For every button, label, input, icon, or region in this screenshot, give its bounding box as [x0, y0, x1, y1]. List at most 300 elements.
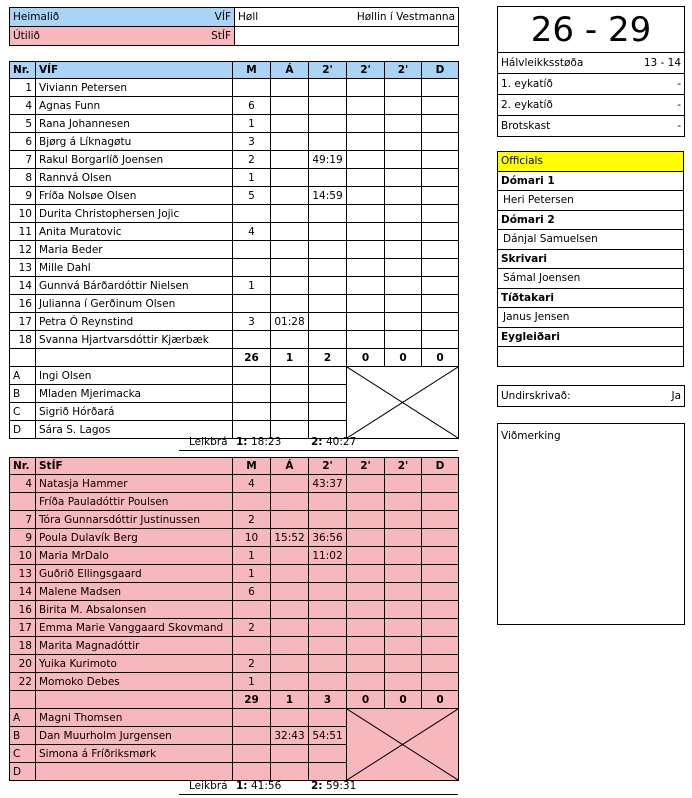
official-letter: D	[10, 763, 36, 781]
player-row	[10, 223, 459, 241]
player-name: Fríða Pauladóttir Poulsen	[36, 493, 233, 511]
player-a	[271, 151, 309, 169]
venue-name: Høllin í Vestmanna	[356, 11, 455, 23]
player-d	[422, 169, 459, 187]
player-m: 2	[233, 511, 271, 529]
player-s2	[347, 223, 385, 241]
player-d	[422, 583, 459, 601]
col-header: Á	[271, 458, 309, 475]
player-s3	[385, 547, 422, 565]
player-a	[271, 277, 309, 295]
player-row	[10, 277, 459, 295]
col-header: 2'	[385, 62, 422, 79]
table-header-row	[10, 458, 459, 475]
player-m: 4	[233, 475, 271, 493]
player-a	[271, 79, 309, 97]
player-s2	[347, 187, 385, 205]
player-s2	[347, 565, 385, 583]
player-name: Birita M. Absalonsen	[36, 601, 233, 619]
crossed-box	[347, 367, 459, 439]
player-s2	[347, 637, 385, 655]
player-a	[271, 331, 309, 349]
player-name: Viviann Petersen	[36, 79, 233, 97]
player-d	[422, 493, 459, 511]
halftime-label: Hálvleikksstøða	[498, 53, 618, 74]
official-s1	[309, 763, 347, 781]
away-players-table	[9, 457, 459, 781]
player-s2	[347, 331, 385, 349]
player-row	[10, 331, 459, 349]
player-name: Marita Magnadóttir	[36, 637, 233, 655]
home-lb2-value: 40:27	[326, 436, 357, 448]
col-header: Á	[271, 62, 309, 79]
totals-blank	[10, 691, 36, 709]
official-m	[233, 403, 271, 421]
col-team-name: StÍF	[36, 458, 233, 475]
player-s2	[347, 529, 385, 547]
player-d	[422, 547, 459, 565]
referee-name-row	[498, 269, 684, 289]
player-s3	[385, 493, 422, 511]
referee-name-row	[498, 308, 684, 328]
player-d	[422, 637, 459, 655]
player-row	[10, 115, 459, 133]
player-m: 6	[233, 97, 271, 115]
player-s2	[347, 655, 385, 673]
ot2-label: 2. eykatíð	[498, 95, 618, 116]
player-number: 10	[10, 205, 36, 223]
player-a	[271, 241, 309, 259]
col-nr: Nr.	[10, 458, 36, 475]
official-letter: C	[10, 403, 36, 421]
player-a	[271, 583, 309, 601]
referee-name: Janus Jensen	[498, 308, 684, 328]
player-s2	[347, 115, 385, 133]
player-d	[422, 241, 459, 259]
official-name: Magni Thomsen	[36, 709, 233, 727]
player-name: Momoko Debes	[36, 673, 233, 691]
player-s1: 36:56	[309, 529, 347, 547]
player-s2	[347, 673, 385, 691]
player-s2	[347, 205, 385, 223]
player-m	[233, 241, 271, 259]
away-label: Útilið	[13, 30, 40, 42]
player-d	[422, 259, 459, 277]
player-a	[271, 637, 309, 655]
player-s1	[309, 313, 347, 331]
halftime-score: 13 - 14	[618, 53, 685, 74]
player-m: 3	[233, 133, 271, 151]
player-s3	[385, 475, 422, 493]
player-s3	[385, 259, 422, 277]
player-a	[271, 97, 309, 115]
player-s1	[309, 565, 347, 583]
away-leikbra-label: Leikbrá	[189, 780, 228, 792]
total-a: 1	[271, 691, 309, 709]
official-a	[271, 709, 309, 727]
referee-name-row	[498, 191, 684, 211]
col-header: D	[422, 62, 459, 79]
player-name: Tóra Gunnarsdóttir Justinussen	[36, 511, 233, 529]
player-a	[271, 619, 309, 637]
referee-name	[498, 347, 684, 367]
player-s1	[309, 97, 347, 115]
player-a	[271, 565, 309, 583]
player-number: 13	[10, 259, 36, 277]
officials-title: Officials	[498, 152, 684, 172]
player-s2	[347, 547, 385, 565]
player-a	[271, 547, 309, 565]
player-s3	[385, 151, 422, 169]
player-name: Bjørg á Líknagøtu	[36, 133, 233, 151]
player-m	[233, 79, 271, 97]
player-name: Yuika Kurimoto	[36, 655, 233, 673]
player-number: 14	[10, 277, 36, 295]
official-name	[36, 763, 233, 781]
player-number: 8	[10, 169, 36, 187]
player-d	[422, 97, 459, 115]
player-s1	[309, 205, 347, 223]
score-box	[497, 6, 685, 137]
player-name: Guðrið Ellingsgaard	[36, 565, 233, 583]
official-a	[271, 745, 309, 763]
crossed-box	[347, 709, 459, 781]
player-number: 20	[10, 655, 36, 673]
player-s1	[309, 277, 347, 295]
referee-role-row	[498, 210, 684, 230]
referee-name: Heri Petersen	[498, 191, 684, 211]
referee-role: Dómari 2	[498, 210, 684, 230]
player-m	[233, 493, 271, 511]
referee-name: Sámal Joensen	[498, 269, 684, 289]
player-m: 6	[233, 583, 271, 601]
player-m: 10	[233, 529, 271, 547]
total-m: 29	[233, 691, 271, 709]
totals-blank	[36, 349, 233, 367]
player-row	[10, 655, 459, 673]
player-number: 16	[10, 295, 36, 313]
player-s1	[309, 637, 347, 655]
col-header: 2'	[347, 458, 385, 475]
player-s1	[309, 259, 347, 277]
player-name: Emma Marie Vanggaard Skovmand	[36, 619, 233, 637]
player-d	[422, 115, 459, 133]
player-number: 4	[10, 475, 36, 493]
ot1-label: 1. eykatíð	[498, 74, 618, 95]
shootout-score: -	[618, 116, 685, 137]
player-s2	[347, 97, 385, 115]
player-s1	[309, 295, 347, 313]
referee-name-row	[498, 347, 684, 367]
player-s3	[385, 565, 422, 583]
player-s3	[385, 295, 422, 313]
player-s3	[385, 115, 422, 133]
player-name: Mille Dahl	[36, 259, 233, 277]
away-team-cell	[10, 27, 235, 46]
player-number: 22	[10, 673, 36, 691]
player-name: Petra Ó Reynstind	[36, 313, 233, 331]
player-row	[10, 619, 459, 637]
shootout-label: Brotskast	[498, 116, 618, 137]
player-s3	[385, 637, 422, 655]
player-a	[271, 655, 309, 673]
player-a	[271, 169, 309, 187]
player-s2	[347, 241, 385, 259]
signed-label: Undirskrivað:	[498, 386, 638, 407]
total-d: 0	[422, 691, 459, 709]
player-s2	[347, 313, 385, 331]
player-m	[233, 601, 271, 619]
player-s3	[385, 601, 422, 619]
player-s2	[347, 169, 385, 187]
official-name: Sára S. Lagos	[36, 421, 233, 439]
player-name: Poula Dulavík Berg	[36, 529, 233, 547]
player-s3	[385, 241, 422, 259]
col-header: 2'	[309, 62, 347, 79]
official-a	[271, 367, 309, 385]
player-row	[10, 493, 459, 511]
player-number: 9	[10, 529, 36, 547]
player-s3	[385, 133, 422, 151]
player-row	[10, 295, 459, 313]
player-m	[233, 259, 271, 277]
col-header: 2'	[347, 62, 385, 79]
away-lb2-label: 2:	[311, 780, 323, 792]
player-row	[10, 565, 459, 583]
home-leikbra	[9, 436, 458, 450]
player-m: 1	[233, 277, 271, 295]
total-s3: 0	[385, 349, 422, 367]
player-name: Malene Madsen	[36, 583, 233, 601]
official-a	[271, 763, 309, 781]
player-d	[422, 601, 459, 619]
col-team-name: VÍF	[36, 62, 233, 79]
player-d	[422, 187, 459, 205]
player-a	[271, 295, 309, 313]
player-s1	[309, 511, 347, 529]
player-row	[10, 169, 459, 187]
player-d	[422, 619, 459, 637]
official-m	[233, 709, 271, 727]
player-s2	[347, 133, 385, 151]
team-official-row	[10, 709, 459, 727]
referee-role-row	[498, 288, 684, 308]
player-number: 10	[10, 547, 36, 565]
player-s3	[385, 223, 422, 241]
official-m	[233, 727, 271, 745]
player-row	[10, 259, 459, 277]
player-name: Gunnvá Bárðardóttir Nielsen	[36, 277, 233, 295]
ot1-score: -	[618, 74, 685, 95]
player-s3	[385, 277, 422, 295]
player-m	[233, 637, 271, 655]
official-s1: 54:51	[309, 727, 347, 745]
player-s3	[385, 619, 422, 637]
player-s2	[347, 493, 385, 511]
referee-role: Eygleiðari	[498, 327, 684, 347]
player-s1	[309, 583, 347, 601]
home-team-name: VÍF	[214, 11, 231, 23]
official-name: Dan Muurholm Jurgensen	[36, 727, 233, 745]
official-name: Ingi Olsen	[36, 367, 233, 385]
totals-blank	[36, 691, 233, 709]
player-number: 18	[10, 637, 36, 655]
cross-mark	[347, 709, 458, 780]
official-letter: C	[10, 745, 36, 763]
player-name: Durita Christophersen Jojic	[36, 205, 233, 223]
official-s1	[309, 385, 347, 403]
player-a	[271, 601, 309, 619]
player-name: Maria Beder	[36, 241, 233, 259]
totals-row	[10, 349, 459, 367]
official-name: Sigrið Hórðará	[36, 403, 233, 421]
col-header: 2'	[309, 458, 347, 475]
player-s3	[385, 313, 422, 331]
col-header: 2'	[385, 458, 422, 475]
official-m	[233, 367, 271, 385]
referee-name-row	[498, 230, 684, 250]
player-d	[422, 205, 459, 223]
player-s1	[309, 493, 347, 511]
player-d	[422, 475, 459, 493]
player-number	[10, 493, 36, 511]
player-d	[422, 331, 459, 349]
player-row	[10, 97, 459, 115]
player-number: 11	[10, 223, 36, 241]
player-s1	[309, 169, 347, 187]
player-a	[271, 223, 309, 241]
player-number: 5	[10, 115, 36, 133]
officials-box	[497, 151, 684, 367]
player-s3	[385, 169, 422, 187]
official-s1	[309, 745, 347, 763]
player-number: 17	[10, 619, 36, 637]
home-lb1-label: 1:	[236, 436, 248, 448]
player-number: 7	[10, 151, 36, 169]
player-s3	[385, 583, 422, 601]
player-s1	[309, 115, 347, 133]
official-a: 32:43	[271, 727, 309, 745]
player-row	[10, 637, 459, 655]
player-d	[422, 223, 459, 241]
col-header: M	[233, 458, 271, 475]
official-letter: D	[10, 421, 36, 439]
player-name: Maria MrDalo	[36, 547, 233, 565]
player-name: Natasja Hammer	[36, 475, 233, 493]
player-a	[271, 259, 309, 277]
team-official-row	[10, 367, 459, 385]
venue-cell	[235, 8, 459, 27]
player-s1	[309, 223, 347, 241]
player-d	[422, 655, 459, 673]
player-d	[422, 313, 459, 331]
player-d	[422, 529, 459, 547]
home-lb2-label: 2:	[311, 436, 323, 448]
player-row	[10, 187, 459, 205]
player-name: Julianna í Gerðinum Olsen	[36, 295, 233, 313]
player-name: Rakul Borgarlíð Joensen	[36, 151, 233, 169]
referee-role-row	[498, 171, 684, 191]
player-number: 16	[10, 601, 36, 619]
away-lb1-label: 1:	[236, 780, 248, 792]
player-s3	[385, 529, 422, 547]
player-s2	[347, 601, 385, 619]
player-a	[271, 673, 309, 691]
player-number: 17	[10, 313, 36, 331]
player-s3	[385, 187, 422, 205]
remark-box	[497, 423, 685, 625]
away-lb2-value: 59:31	[326, 780, 357, 792]
player-row	[10, 475, 459, 493]
player-s3	[385, 205, 422, 223]
total-s3: 0	[385, 691, 422, 709]
player-row	[10, 511, 459, 529]
player-d	[422, 511, 459, 529]
player-a: 15:52	[271, 529, 309, 547]
home-team-cell	[10, 8, 235, 27]
official-a	[271, 385, 309, 403]
player-s3	[385, 673, 422, 691]
away-team-name: StÍF	[211, 30, 231, 42]
signed-value: Ja	[638, 386, 685, 407]
player-m: 1	[233, 115, 271, 133]
player-s3	[385, 655, 422, 673]
player-m	[233, 295, 271, 313]
player-a	[271, 133, 309, 151]
player-row	[10, 313, 459, 331]
player-s2	[347, 277, 385, 295]
referee-role-row	[498, 249, 684, 269]
player-number: 9	[10, 187, 36, 205]
player-s1: 43:37	[309, 475, 347, 493]
player-s1	[309, 331, 347, 349]
away-lb1-value: 41:56	[251, 780, 282, 792]
player-s1	[309, 601, 347, 619]
referee-name: Dánjal Samuelsen	[498, 230, 684, 250]
player-m: 1	[233, 673, 271, 691]
player-name: Rana Johannesen	[36, 115, 233, 133]
home-leikbra-label: Leikbrá	[189, 436, 228, 448]
player-number: 4	[10, 97, 36, 115]
player-s2	[347, 151, 385, 169]
official-letter: B	[10, 727, 36, 745]
player-s1	[309, 655, 347, 673]
player-s1: 11:02	[309, 547, 347, 565]
referee-role: Dómari 1	[498, 171, 684, 191]
totals-row	[10, 691, 459, 709]
home-lb1-value: 18:23	[251, 436, 282, 448]
player-number: 12	[10, 241, 36, 259]
player-s3	[385, 79, 422, 97]
referee-role: Tíðtakari	[498, 288, 684, 308]
player-name: Rannvá Olsen	[36, 169, 233, 187]
player-d	[422, 79, 459, 97]
official-name: Simona á Fríðriksmørk	[36, 745, 233, 763]
player-number: 18	[10, 331, 36, 349]
player-number: 1	[10, 79, 36, 97]
player-m	[233, 205, 271, 223]
player-a	[271, 493, 309, 511]
player-s2	[347, 511, 385, 529]
referee-role: Skrivari	[498, 249, 684, 269]
player-s3	[385, 511, 422, 529]
player-row	[10, 529, 459, 547]
player-a	[271, 187, 309, 205]
total-a: 1	[271, 349, 309, 367]
col-header: M	[233, 62, 271, 79]
player-m: 5	[233, 187, 271, 205]
official-m	[233, 745, 271, 763]
